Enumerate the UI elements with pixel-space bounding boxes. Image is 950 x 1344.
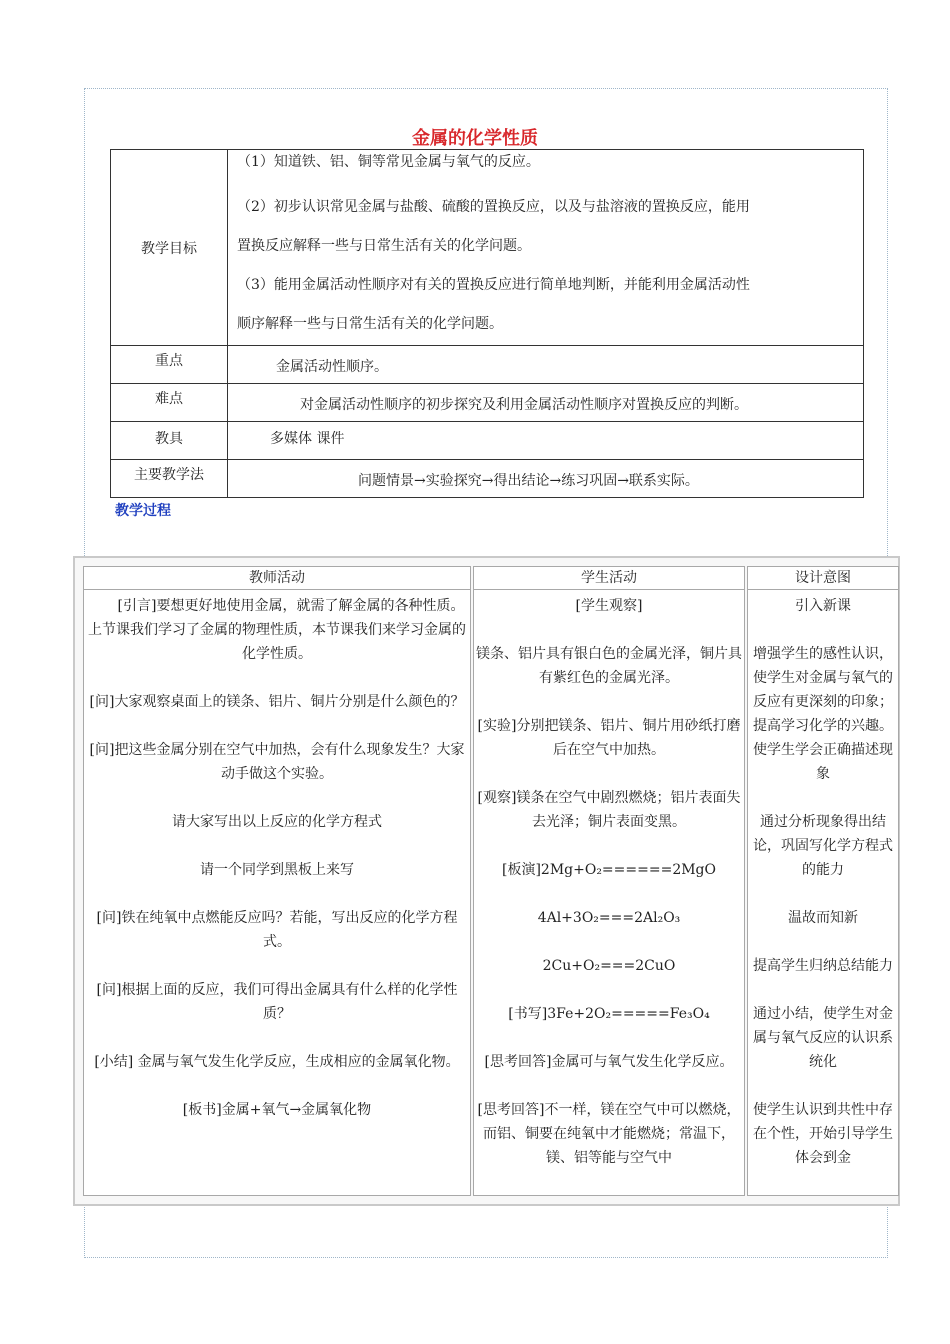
table-row (111, 150, 864, 346)
student-activity: [观察]镁条在空气中剧烈燃烧；铝片表面失去光泽；铜片表面变黑。 (477, 790, 741, 830)
design-intent: 提高学生归纳总结能力 (753, 958, 893, 974)
teacher-column (83, 566, 471, 1196)
process-table (73, 556, 900, 1206)
teacher-activity: [问]根据上面的反应，我们可得出金属具有什么样的化学性质？ (96, 982, 458, 1022)
design-intent: 通过小结，使学生对金属与氧气反应的认识系统化 (753, 1006, 893, 1070)
design-intent: 通过分析现象得出结论，巩固写化学方程式的能力 (753, 814, 893, 878)
design-intent: 增强学生的感性认识，使学生对金属与氧气的反应有更深刻的印象；提高学习化学的兴趣。使学生学会正确描述现象 (753, 646, 893, 782)
goal-line: 顺序解释一些与日常生活有关的化学问题。 (237, 316, 503, 332)
student-activity: [板演]2Mg+O₂======2MgO (501, 862, 716, 878)
table-row (111, 346, 864, 384)
design-column (747, 566, 899, 1196)
table-row (111, 460, 864, 498)
objectives-table (110, 149, 864, 498)
goal-line: （1）知道铁、铝、铜等常见金属与氧气的反应。 (237, 154, 540, 170)
student-activity: 4Al+3O₂===2Al₂O₃ (537, 910, 681, 926)
student-activity: 2Cu+O₂===2CuO (542, 958, 676, 974)
difficulty-cell: 对金属活动性顺序的初步探究及利用金属活动性顺序对置换反应的判断。 (228, 384, 864, 422)
student-activity: 镁条、铝片具有银白色的金属光泽，铜片具有紫红色的金属光泽。 (476, 646, 742, 686)
row-label-method: 主要教学法 (111, 460, 228, 498)
teacher-activity: 请一个同学到黑板上来写 (200, 862, 354, 878)
row-label-goals: 教学目标 (111, 150, 228, 346)
teacher-activity: [问]大家观察桌面上的镁条、铝片、铜片分别是什么颜色的？ (89, 694, 465, 710)
design-intent: 温故而知新 (788, 910, 858, 926)
teacher-activity: [引言]要想更好地使用金属，就需了解金属的各种性质。上节课我们学习了金属的物理性质，本节课我们来学习金属的化学性质。 (88, 598, 466, 662)
key-cell: 金属活动性顺序。 (228, 346, 864, 384)
student-column (473, 566, 745, 1196)
teacher-activity: 请大家写出以上反应的化学方程式 (172, 814, 382, 830)
table-row (111, 384, 864, 422)
teacher-activity: [问]铁在纯氧中点燃能反应吗？若能，写出反应的化学方程式。 (96, 910, 458, 950)
student-activity: [学生观察] (575, 598, 643, 614)
process-title: 教学过程 (115, 503, 171, 519)
teacher-activity: [问]把这些金属分别在空气中加热，会有什么现象发生？大家动手做这个实验。 (89, 742, 465, 782)
teacher-activity: [小结] 金属与氧气发生化学反应，生成相应的金属氧化物。 (94, 1054, 460, 1070)
method-cell: 问题情景→实验探究→得出结论→练习巩固→联系实际。 (228, 460, 864, 498)
student-activity: [书写]3Fe+2O₂=====Fe₃O₄ (508, 1006, 710, 1022)
student-activity: [实验]分别把镁条、铝片、铜片用砂纸打磨后在空气中加热。 (477, 718, 741, 758)
column-header: 设计意图 (748, 567, 898, 590)
student-activity: [思考回答]不一样，镁在空气中可以燃烧，而铝、铜要在纯氧中才能燃烧；常温下，镁、铝等能与空气中 (477, 1102, 741, 1166)
student-activity: [思考回答]金属可与氧气发生化学反应。 (484, 1054, 734, 1070)
goal-line: （2）初步认识常见金属与盐酸、硫酸的置换反应，以及与盐溶液的置换反应，能用 (237, 199, 750, 215)
column-header: 学生活动 (474, 567, 744, 590)
table-row (111, 422, 864, 460)
goal-line: 置换反应解释一些与日常生活有关的化学问题。 (237, 238, 531, 254)
column-header: 教师活动 (84, 567, 470, 590)
row-label-key: 重点 (111, 346, 228, 384)
tools-cell: 多媒体 课件 (228, 422, 864, 460)
goals-cell (228, 150, 864, 346)
goal-line: （3）能用金属活动性顺序对有关的置换反应进行简单地判断，并能利用金属活动性 (237, 277, 750, 293)
design-intent: 使学生认识到共性中存在个性，开始引导学生体会到金 (753, 1102, 893, 1166)
document-title: 金属的化学性质 (412, 128, 538, 149)
design-intent: 引入新课 (795, 598, 851, 614)
row-label-tools: 教具 (111, 422, 228, 460)
teacher-activity: [板书]金属+氧气→金属氧化物 (182, 1102, 372, 1118)
row-label-difficulty: 难点 (111, 384, 228, 422)
